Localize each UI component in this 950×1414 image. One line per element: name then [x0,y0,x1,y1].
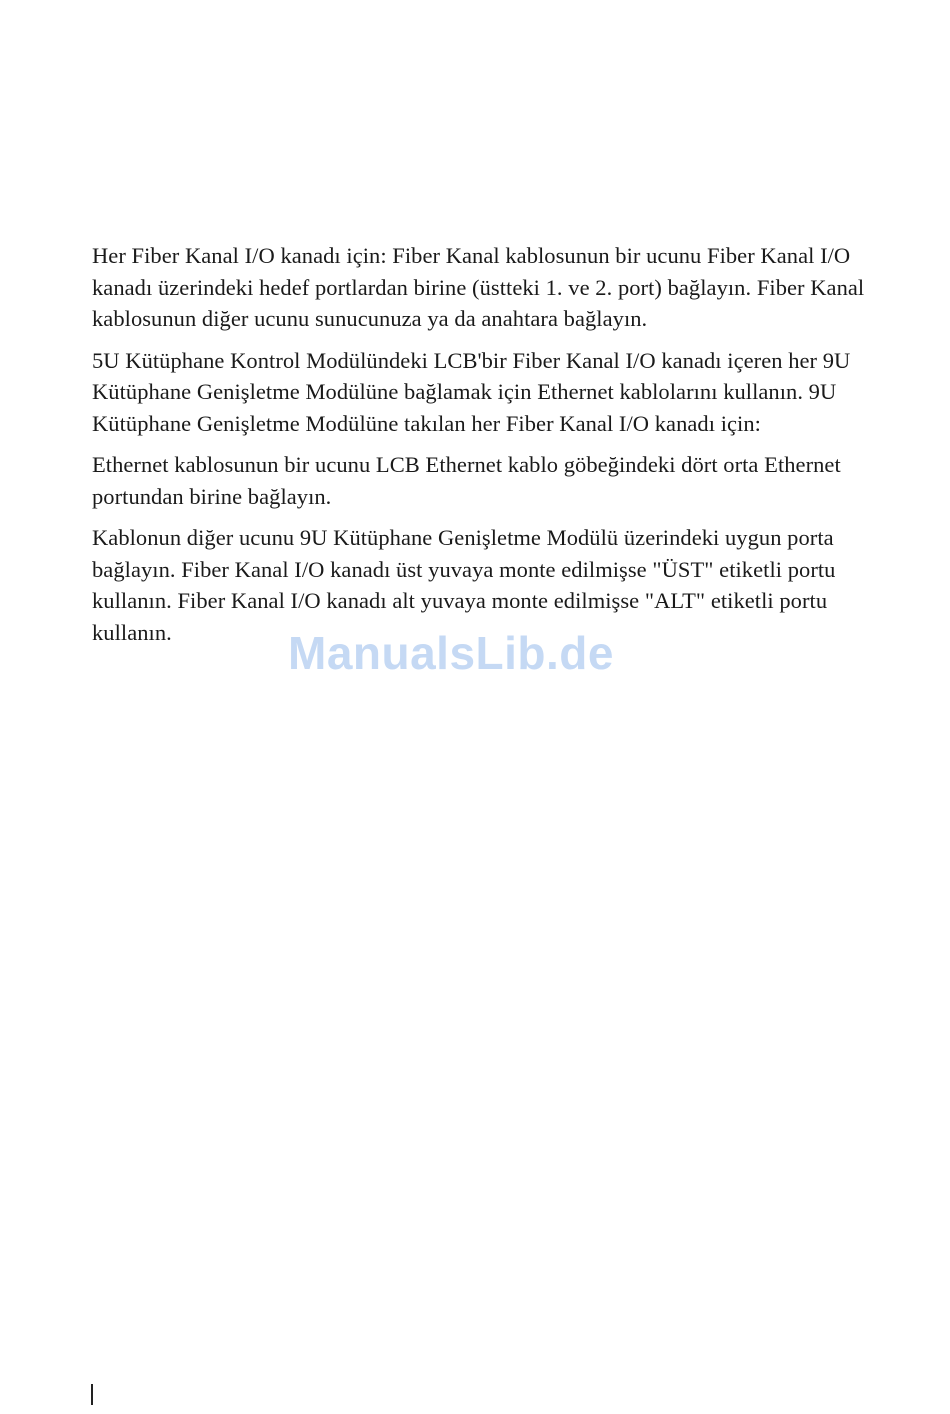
page-margin-bar [91,1384,93,1405]
paragraph-1: Her Fiber Kanal I/O kanadı için: Fiber Kanal kablosunun bir ucunu Fiber Kanal I/O kanadı üzerindeki hedef portlardan birine (üstteki 1. ve 2. port) bağlayın. Fiber Kanal kablosunun diğer ucunu sunucunuza ya da anahtara bağlayın. [92,243,865,331]
paragraph-4: Kablonun diğer ucunu 9U Kütüphane Genişletme Modülü üzerindeki uygun porta bağlayın. Fiber Kanal I/O kanadı üst yuvaya monte edilmişse "ÜST" etiketli portu kullanın. Fiber Kanal I/O kanadı alt yuvaya monte edilmişse "ALT" etiketli portu kullanın. [92,525,836,645]
document-body [92,240,882,658]
watermark: ManualsLib.de [288,627,614,679]
paragraph-2: 5U Kütüphane Kontrol Modülündeki LCB'bir Fiber Kanal I/O kanadı içeren her 9U Kütüphane Genişletme Modülüne bağlamak için Ethernet kablolarını kullanın. 9U Kütüphane Genişletme Modülüne takılan her Fiber Kanal I/O kanadı için: [92,347,851,436]
paragraph-3: Ethernet kablosunun bir ucunu LCB Ethernet kablo göbeğindeki dört orta Ethernet portundan birine bağlayın. [92,452,841,509]
